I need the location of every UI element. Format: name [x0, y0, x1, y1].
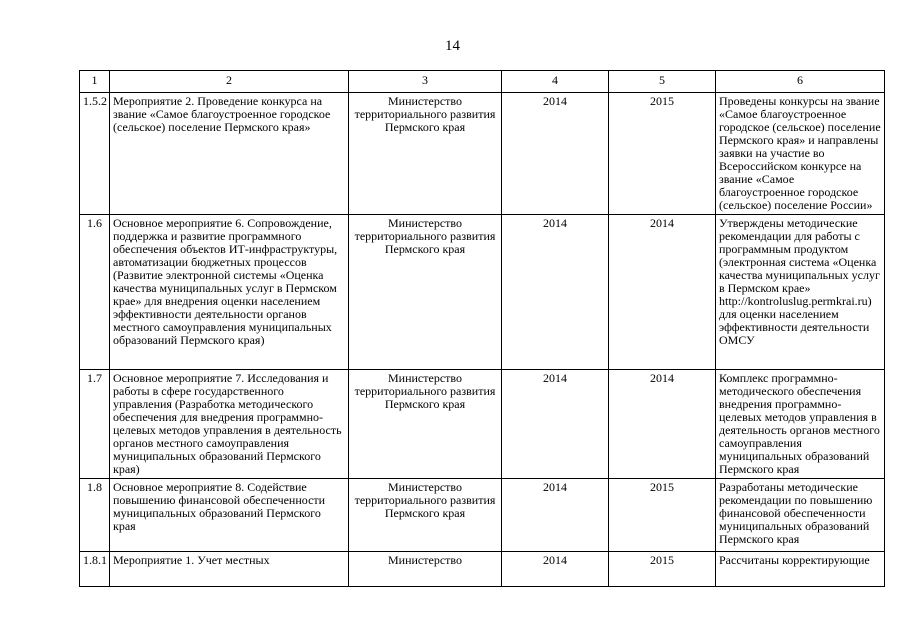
activity-cell: Основное мероприятие 7. Исследования и работы в сфере государственного управления (Разработка методического обеспечения для внедрения программно-целевых методов управления в деятельность органов местного самоуправления муниципальных образований Пермского края)	[110, 370, 349, 479]
table-header-row	[80, 71, 885, 93]
column-header: 3	[349, 71, 502, 93]
end-year-cell: 2015	[609, 93, 716, 215]
executor-cell: Министерство	[349, 552, 502, 587]
row-number: 1.8.1	[80, 552, 110, 587]
column-header: 1	[80, 71, 110, 93]
activity-cell: Мероприятие 1. Учет местных	[110, 552, 349, 587]
column-header: 2	[110, 71, 349, 93]
activity-cell: Основное мероприятие 8. Содействие повышению финансовой обеспеченности муниципальных образований Пермского края	[110, 479, 349, 552]
result-cell: Комплекс программно-методического обеспечения внедрения программно-целевых методов управления в деятельность органов местного самоуправления муниципальных образований Пермского края	[716, 370, 885, 479]
row-number: 1.7	[80, 370, 110, 479]
measures-table	[79, 70, 885, 587]
result-cell: Разработаны методические рекомендации по повышению финансовой обеспеченности муниципальных образований Пермского края	[716, 479, 885, 552]
executor-cell: Министерство территориального развития Пермского края	[349, 215, 502, 370]
table-row	[80, 370, 885, 479]
row-number: 1.8	[80, 479, 110, 552]
start-year-cell: 2014	[502, 215, 609, 370]
table-row	[80, 215, 885, 370]
page-number: 14	[445, 38, 460, 54]
column-header: 5	[609, 71, 716, 93]
result-cell: Рассчитаны корректирующие	[716, 552, 885, 587]
end-year-cell: 2014	[609, 370, 716, 479]
table-row	[80, 93, 885, 215]
end-year-cell: 2015	[609, 479, 716, 552]
start-year-cell: 2014	[502, 370, 609, 479]
activity-cell: Основное мероприятие 6. Сопровождение, поддержка и развитие программного обеспечения объектов ИТ-инфраструктуры, автоматизации бюджетных процессов (Развитие электронной системы «Оценка качества муниципальных услуг в Пермском крае» для внедрения оценки населением эффективности деятельности органов местного самоуправления муниципальных образований Пермского края)	[110, 215, 349, 370]
start-year-cell: 2014	[502, 552, 609, 587]
row-number: 1.5.2	[80, 93, 110, 215]
executor-cell: Министерство территориального развития Пермского края	[349, 370, 502, 479]
table-row	[80, 552, 885, 587]
row-number: 1.6	[80, 215, 110, 370]
column-header: 6	[716, 71, 885, 93]
result-cell: Утверждены методические рекомендации для работы с программным продуктом (электронная система «Оценка качества муниципальных услуг в Пермском крае» http://kontroluslug.permkrai.ru) для оценки населением эффективности деятельности ОМСУ	[716, 215, 885, 370]
result-cell: Проведены конкурсы на звание «Самое благоустроенное городское (сельское) поселение Пермского края» и направлены заявки на участие во Всероссийском конкурсе на звание «Самое благоустроенное городское (сельское) поселение России»	[716, 93, 885, 215]
start-year-cell: 2014	[502, 479, 609, 552]
table-row	[80, 479, 885, 552]
end-year-cell: 2014	[609, 215, 716, 370]
executor-cell: Министерство территориального развития Пермского края	[349, 479, 502, 552]
executor-cell: Министерство территориального развития Пермского края	[349, 93, 502, 215]
activity-cell: Мероприятие 2. Проведение конкурса на звание «Самое благоустроенное городское (сельское) поселение Пермского края»	[110, 93, 349, 215]
start-year-cell: 2014	[502, 93, 609, 215]
column-header: 4	[502, 71, 609, 93]
end-year-cell: 2015	[609, 552, 716, 587]
